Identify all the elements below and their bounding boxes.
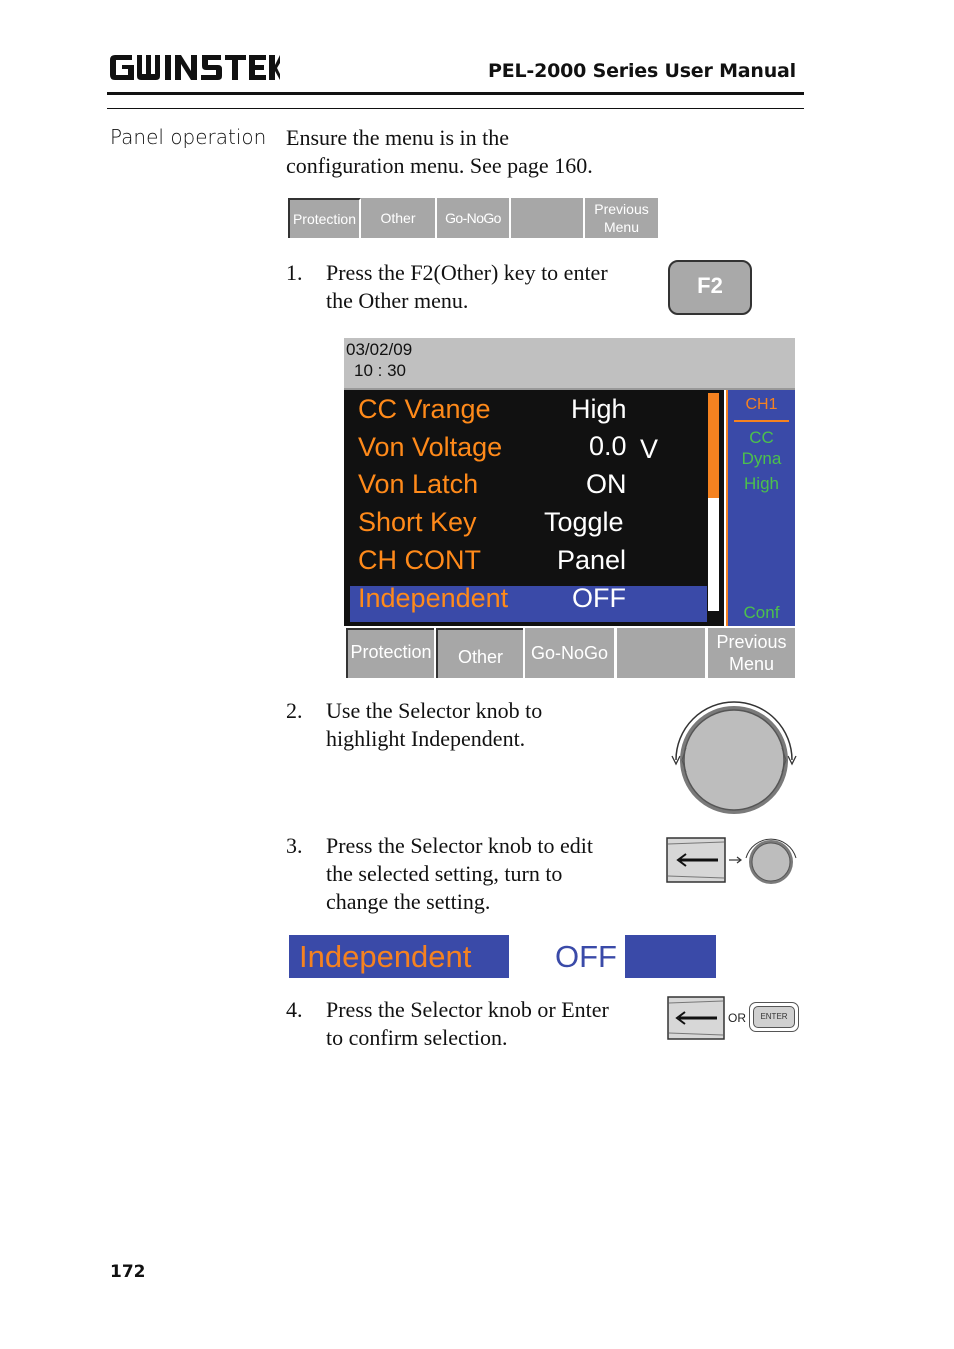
lcd-row-label[interactable]: Von Latch <box>358 469 479 499</box>
step-2-line-2: highlight Independent. <box>326 726 526 751</box>
step-3-text <box>326 832 593 916</box>
lcd-channel: CH1 <box>745 396 778 413</box>
step-2-number: 2. <box>286 698 303 723</box>
softkey-previous-menu[interactable]: Previous Menu <box>585 198 658 238</box>
softkey-other[interactable]: Other <box>361 198 437 238</box>
softkey-protection[interactable]: Protection <box>288 198 361 238</box>
intro-text <box>286 124 593 180</box>
gwinstek-logo <box>108 50 280 86</box>
lcd-softkey-row <box>344 626 795 678</box>
lcd-time: 10 : 30 <box>354 361 406 380</box>
step-3-line-2: the selected setting, turn to <box>326 861 563 886</box>
lcd-menu-list <box>344 390 724 626</box>
step-1-line-1: Press the F2(Other) key to enter <box>326 260 608 285</box>
lcd-row-unit: V <box>640 434 659 464</box>
lcd-sub-mode: Dyna <box>741 449 782 468</box>
softkey-row-config <box>288 198 658 238</box>
lcd-row-value: Toggle <box>544 507 624 537</box>
section-label: Panel operation <box>110 125 267 149</box>
lcd-softkey-previous-menu[interactable]: Previous Menu <box>708 628 795 678</box>
lcd-screen <box>344 338 795 678</box>
lcd-row-value: Panel <box>557 545 627 575</box>
lcd-row-label[interactable]: CH CONT <box>358 545 481 575</box>
lcd-softkey-go-nogo[interactable]: Go-NoGo <box>525 628 614 678</box>
step-4-line-1: Press the Selector knob or Enter <box>326 997 609 1022</box>
lcd-channel-panel <box>726 390 795 626</box>
step-3-number: 3. <box>286 833 303 858</box>
lcd-row-label[interactable]: CC Vrange <box>358 394 491 424</box>
step-3-line-3: change the setting. <box>326 889 491 914</box>
lcd-row-label-selected[interactable]: Independent <box>358 583 509 613</box>
lcd-row-value-selected: OFF <box>572 583 626 613</box>
f2-key[interactable]: F2 <box>668 260 752 315</box>
lcd-channel-underline <box>734 420 789 422</box>
edit-bar-value: OFF <box>555 939 617 974</box>
lcd-softkey-other[interactable]: Other <box>436 628 523 678</box>
header-rule-thick <box>107 92 804 95</box>
step-1-number: 1. <box>286 260 303 285</box>
lcd-row-value: 0.0 <box>589 431 627 461</box>
step-1-text <box>326 259 608 315</box>
lcd-date: 03/02/09 <box>346 340 413 359</box>
step-4-number: 4. <box>286 997 303 1022</box>
selector-knob-icon <box>666 698 802 816</box>
step-4-text <box>326 996 609 1052</box>
lcd-row-value: ON <box>586 469 627 499</box>
lcd-scrollbar-thumb[interactable] <box>708 393 719 498</box>
lcd-softkey-protection[interactable]: Protection <box>346 628 434 678</box>
step-4-line-2: to confirm selection. <box>326 1025 508 1050</box>
header-rule-thin <box>107 108 804 109</box>
lcd-conf-label: Conf <box>743 603 780 622</box>
step-1-line-2: the Other menu. <box>326 288 469 313</box>
lcd-scrollbar[interactable] <box>708 393 719 611</box>
step-3-line-1: Press the Selector knob to edit <box>326 833 594 858</box>
edit-bar-label: Independent <box>289 935 509 978</box>
lcd-range: High <box>744 474 779 493</box>
lcd-status-bar <box>344 338 795 390</box>
lcd-row-label[interactable]: Short Key <box>358 507 477 537</box>
press-knob-small-icon <box>667 996 725 1040</box>
edit-bar-highlight <box>625 935 716 978</box>
page-number: 172 <box>110 1262 146 1282</box>
manual-title: PEL-2000 Series User Manual <box>488 60 796 82</box>
lcd-mode: CC <box>749 428 774 447</box>
enter-key-label: ENTER <box>753 1006 795 1028</box>
lcd-row-label[interactable]: Von Voltage <box>358 432 503 462</box>
softkey-go-nogo[interactable]: Go-NoGo <box>437 198 511 238</box>
press-knob-icon <box>666 830 802 886</box>
lcd-row-value: High <box>571 394 627 424</box>
intro-line-1: Ensure the menu is in the <box>286 125 510 150</box>
or-text: OR <box>728 1011 746 1025</box>
softkey-blank[interactable] <box>511 198 585 238</box>
step-2-text <box>326 697 542 753</box>
step-2-line-1: Use the Selector knob to <box>326 698 543 723</box>
enter-key[interactable] <box>749 1002 799 1032</box>
intro-line-2: configuration menu. See page 160. <box>286 153 593 178</box>
lcd-softkey-blank[interactable] <box>617 628 705 678</box>
